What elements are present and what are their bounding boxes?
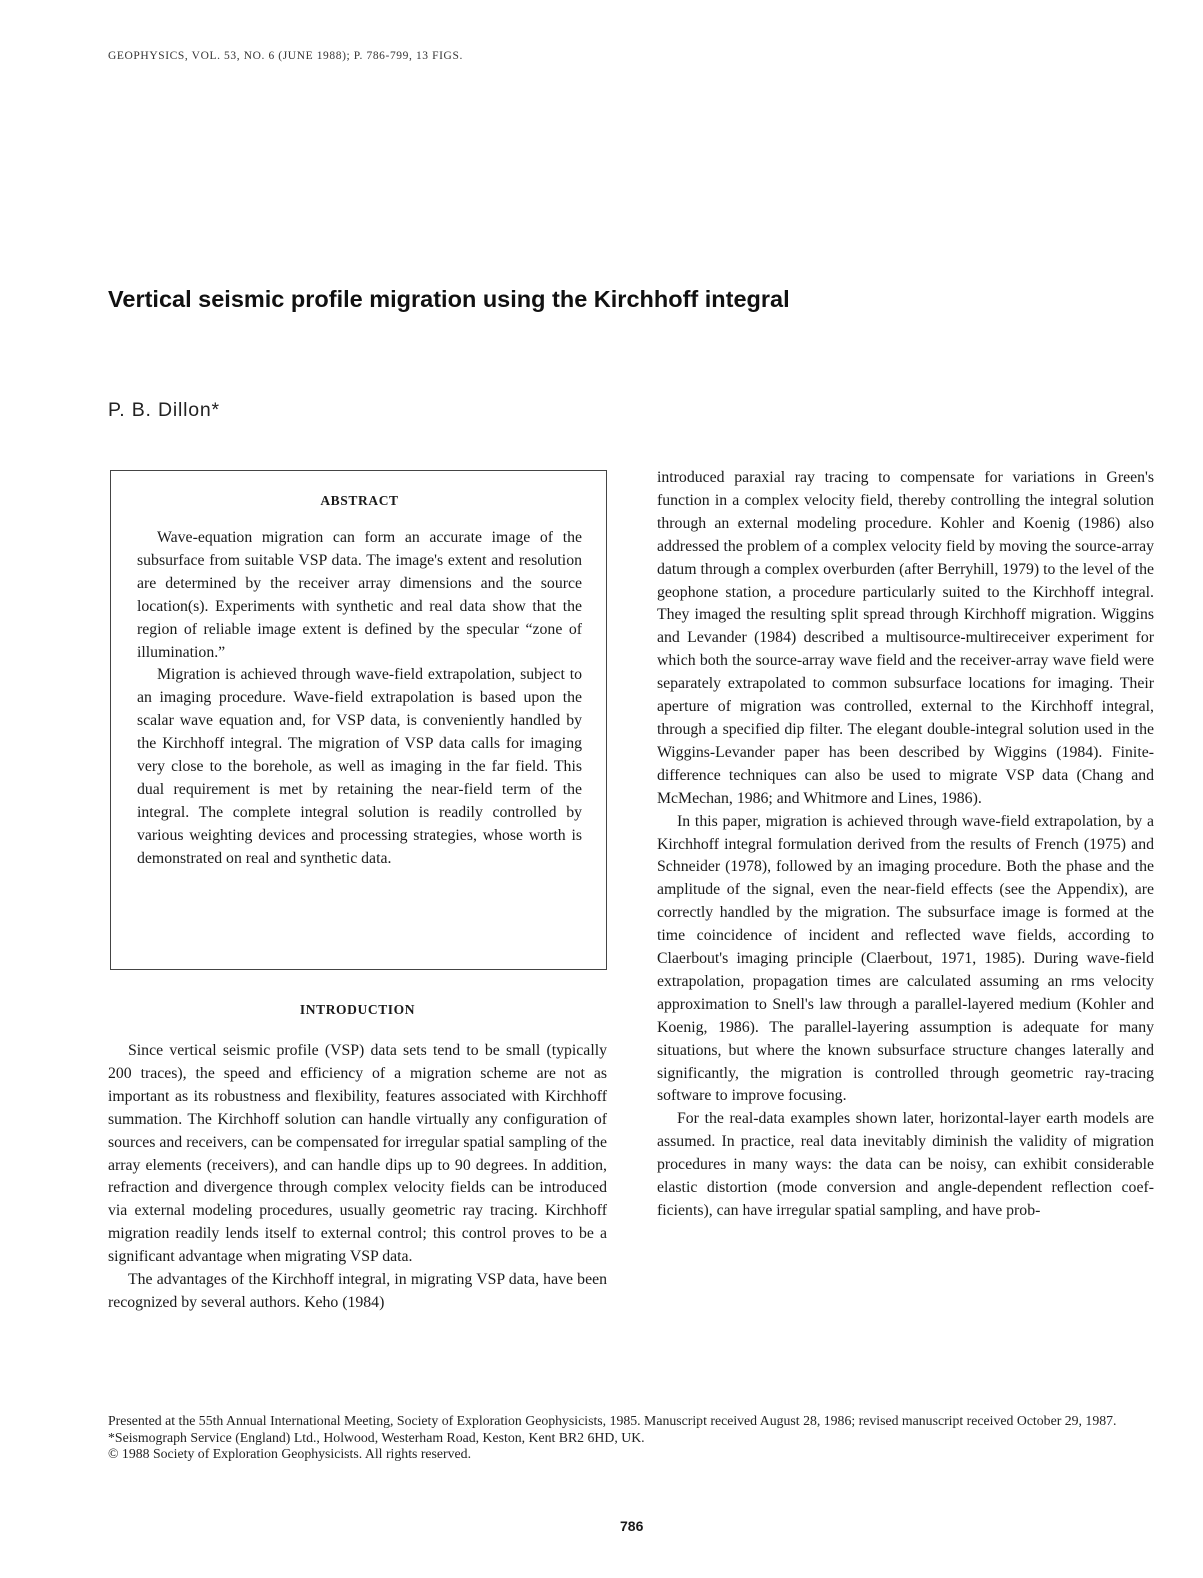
body-paragraph: introduced paraxial ray tracing to compensate for variations in Green's function in a complex velocity field, thereby controlling the integral solution through an external modeling procedure. Kohler and Koenig (1986) also addressed the problem of a complex velocity field by moving the source-array datum through a complex overburden (after Berryhill, 1979) to the level of the geophone station, a procedure particularly suited to the Kirchhoff integral. They imaged the resulting split spread through Kirchhoff migration. Wiggins and Levander (1984) described a multisource-multireceiver experiment for which both the source-array wave field and the receiver-array wave field were separately extrapolated to common subsurface locations for imaging. Their aperture of migration was controlled, external to the Kirchhoff integral, through a specified dip filter. The elegant double-integral solution used in the Wiggins-Levander paper has been described by Wiggins (1984). Finite-difference techniques can also be used to migrate VSP data (Chang and McMechan, 1986; and Whitmore and Lines, 1986). <box>657 469 1154 807</box>
body-paragraph: For the real-data examples shown later, horizontal-layer earth models are assumed. In practice, real data inevitably diminish the validity of migration procedures in many ways: the data can be noisy, can exhibit considerable elastic distortion (mode conversion and angle-dependent reflection coefficients), can have irregular spatial sampling, and have prob- <box>657 1110 1154 1219</box>
footnote-copyright: © 1988 Society of Exploration Geophysicists. All rights reserved. <box>108 1446 472 1461</box>
abstract-box <box>110 470 607 970</box>
abstract-paragraph: Wave-equation migration can form an accurate image of the subsurface from suitable VSP data. The image's extent and resolution are determined by the receiver array dimensions and the source location(s). Experiments with synthetic and real data show that the region of reliable image extent is defined by the specular “zone of illumination.” <box>137 529 582 661</box>
body-paragraph: In this paper, migration is achieved through wave-field extrapolation, by a Kirchhoff integral formulation derived from the results of French (1975) and Schneider (1978), followed by an imaging procedure. Both the phase and the amplitude of the signal, even the near-field effects (see the Appendix), are correctly handled by the migration. The subsurface image is formed at the time coincidence of incident and reflected wave fields, according to Claerbout's imaging principle (Claerbout, 1971, 1985). During wave-field extrapolation, propagation times are calculated assuming an rms velocity approximation to Snell's law through a parallel-layered medium (Kohler and Koenig, 1986). The parallel-layering assumption is adequate for many situations, but where the known subsurface structure changes laterally and significantly, the migration is controlled through geometric ray-tracing software to improve focusing. <box>657 812 1154 1105</box>
abstract-heading: ABSTRACT <box>320 493 399 508</box>
introduction-heading: INTRODUCTION <box>299 1002 416 1017</box>
abstract-paragraph: Migration is achieved through wave-field extrapolation, subject to an imaging procedure. Wave-field extrapolation is based upon the scalar wave equation and, for VSP data, is conveniently handled by the Kirchhoff integral. The migration of VSP data calls for imaging very close to the borehole, as well as imaging in the far field. This dual requirement is met by retaining the near-field term of the integral. The complete integral solution is readily controlled by various weighting devices and processing strategies, whose worth is demonstrated on real and synthetic data. <box>137 666 582 867</box>
footnote-presented: Presented at the 55th Annual International Meeting, Society of Exploration Geophysicists, 1985. Manuscript received August 28, 1986; revised manuscript received October 29, 1987. <box>108 1413 1117 1428</box>
footnotes <box>108 1413 1154 1463</box>
right-column <box>657 467 1154 1223</box>
introduction-paragraph: The advantages of the Kirchhoff integral, in migrating VSP data, have been recognized by several authors. Keho (1984) <box>108 1271 607 1311</box>
running-head: GEOPHYSICS, VOL. 53, NO. 6 (JUNE 1988); P. 786-799, 13 FIGS. <box>108 50 463 62</box>
article-title: Vertical seismic profile migration using the Kirchhoff integral <box>108 286 790 312</box>
introduction-section <box>108 1002 607 1315</box>
footnote-affiliation: *Seismograph Service (England) Ltd., Holwood, Westerham Road, Keston, Kent BR2 6HD, UK. <box>108 1429 645 1445</box>
author-name: P. B. Dillon* <box>108 399 220 421</box>
page-number: 786 <box>620 1518 644 1534</box>
introduction-paragraph: Since vertical seismic profile (VSP) data sets tend to be small (typically 200 traces), the speed and efficiency of a migration scheme are not as important as its robustness and flexibility, features associated with Kirchhoff summation. The Kirchhoff solution can handle virtually any configuration of sources and receivers, can be compensated for irregular spatial sampling of the array elements (receivers), and can handle dips up to 90 degrees. In addition, refraction and divergence through complex velocity fields can be introduced via external modeling procedures, usually geometric ray tracing. Kirchhoff migration readily lends itself to external control; this control proves to be a significant advantage when migrating VSP data. <box>108 1042 607 1266</box>
